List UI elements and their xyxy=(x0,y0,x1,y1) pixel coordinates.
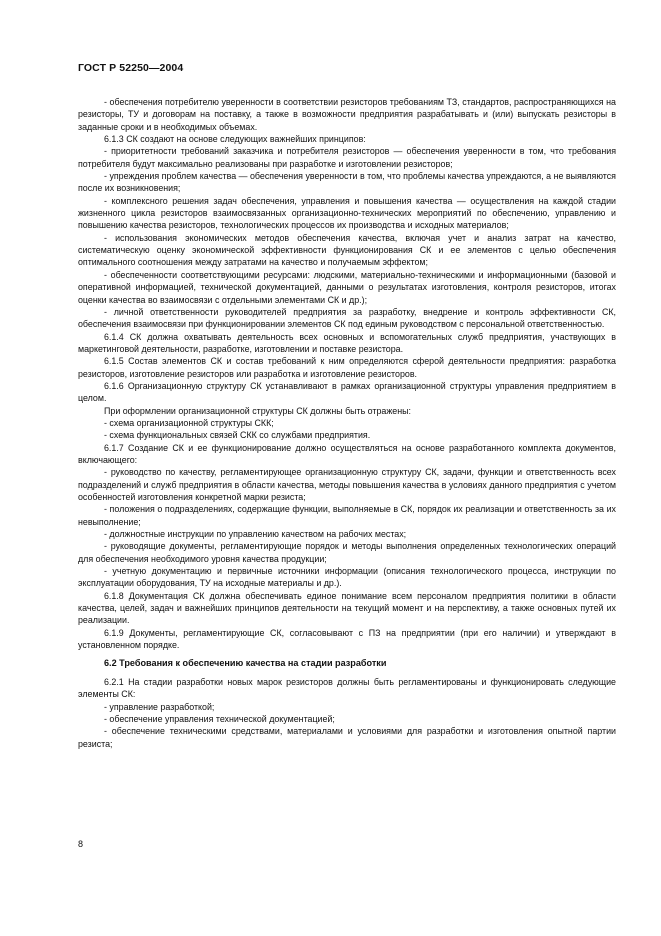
paragraph: 6.1.3 СК создают на основе следующих важнейших принципов: xyxy=(104,134,366,145)
paragraph: - использования экономических методов обеспечения качества, включая учет и анализ затрат на качество, систематическую оценку экономической эффективности функционирования СК и ее элементов с целью обеспечения оптимального соотношения между затратами на качество и получаемым эффектом; xyxy=(78,232,616,268)
paragraph: - обеспечение управления технической документацией; xyxy=(104,713,335,724)
paragraph: 6.1.4 СК должна охватывать деятельность всех основных и вспомогательных служб предприятия, участвующих в маркетинговой деятельности, разработке, изготовлении и поставке резистора. xyxy=(78,331,616,354)
paragraph: 6.2.1 На стадии разработки новых марок резисторов должны быть регламентированы и функционировать следующие элементы СК: xyxy=(78,676,616,700)
paragraph: - должностные инструкции по управлению качеством на рабочих местах; xyxy=(104,529,407,540)
paragraph: - обеспечения потребителю уверенности в соответствии резисторов требованиям ТЗ, стандартов, распространяющихся на резисторы, ТУ и договорам на поставку, а также в возможности предприятия разрабатывать и (или) выпускать резисторы в заданные сроки и в необходимых объемах. xyxy=(78,97,616,132)
paragraph: 6.1.9 Документы, регламентирующие СК, согласовывают с ПЗ на предприятии (при его наличии) и утверждают в установленном порядке. xyxy=(78,627,616,651)
paragraph: 6.1.8 Документация СК должна обеспечивать единое понимание всем персоналом предприятия политики в области качества, целей, задач и важнейших принципов деятельности на текущий момент и на перспективу, а также основных путей их реализации. xyxy=(78,590,616,626)
paragraph: - учетную документацию и первичные источники информации (описания технологического процесса, инструкции по эксплуатации оборудования, ТУ на исходные материалы и др.). xyxy=(78,566,616,589)
paragraph: - комплексного решения задач обеспечения, управления и повышения качества — осуществления на каждой стадии жизненного цикла резисторов взаимосвязанных организационно-технических мероприятий по обеспечению, управлению и повышению качества резисторов, технологических процессов их производства и исходных материалов; xyxy=(78,195,616,231)
paragraph: - положения о подразделениях, содержащие функции, выполняемые в СК, порядок их реализации и ответственность за их невыполнение; xyxy=(78,504,616,527)
paragraph: - приоритетности требований заказчика и потребителя резисторов — обеспечения уверенности в том, что требования потребителя будут максимально реализованы при разработке и изготовлении резисторов; xyxy=(78,146,616,169)
paragraph: 6.1.6 Организационную структуру СК устанавливают в рамках организационной структуры управления предприятием в целом. xyxy=(78,380,616,404)
paragraph: - личной ответственности руководителей предприятия за разработку, внедрение и контроль эффективности СК, обеспечения взаимосвязи при функционировании элементов СК под единым руководством с персональной ответственностью. xyxy=(78,306,616,330)
paragraph: - руководство по качеству, регламентирующее организационную структуру СК, задачи, функции и ответственность всех подразделений и служб предприятия в области качества, методы повышения качества в условиях данного предприятия с учетом особенностей изготовления конкретной марки резиста; xyxy=(78,467,616,502)
paragraph: - схема организационной структуры СКК; xyxy=(104,417,274,428)
paragraph: - схема функциональных связей СКК со службами предприятия. xyxy=(104,430,371,441)
paragraph: - управление разработкой; xyxy=(104,701,215,712)
page-number: 8 xyxy=(78,839,84,849)
document-body xyxy=(78,96,616,750)
paragraph: - упреждения проблем качества — обеспечения уверенности в том, что проблемы качества упреждаются, а не выявляются после их возникновения; xyxy=(78,171,616,194)
paragraph: 6.1.7 Создание СК и ее функционирование должно осуществляться на основе разработанного комплекта документов, включающего: xyxy=(78,442,616,465)
paragraph: - руководящие документы, регламентирующие порядок и методы выполнения определенных технологических операций для обеспечения необходимого уровня качества продукции; xyxy=(78,541,616,564)
paragraph: - обеспеченности соответствующими ресурсами: людскими, материально-техническими и информационными (базовой и оперативной информацией, технической документацией, данными о результатах изготовления, контроля резисторов, итогах оценки качества во взаимосвязи с отдельными элементами СК и др.); xyxy=(78,269,616,305)
paragraph: При оформлении организационной структуры СК должны быть отражены: xyxy=(104,405,411,416)
paragraph: - обеспечение техническими средствами, материалами и условиями для разработки и изготовления опытной партии резиста; xyxy=(78,726,616,749)
document-header: ГОСТ Р 52250—2004 xyxy=(78,62,184,74)
paragraph: 6.1.5 Состав элементов СК и состав требований к ним определяются сферой деятельности предприятия: разработка резисторов, изготовление резисторов или разработка и изготовление резисторов. xyxy=(78,356,616,379)
section-heading: 6.2 Требования к обеспечению качества на стадии разработки xyxy=(104,658,387,669)
